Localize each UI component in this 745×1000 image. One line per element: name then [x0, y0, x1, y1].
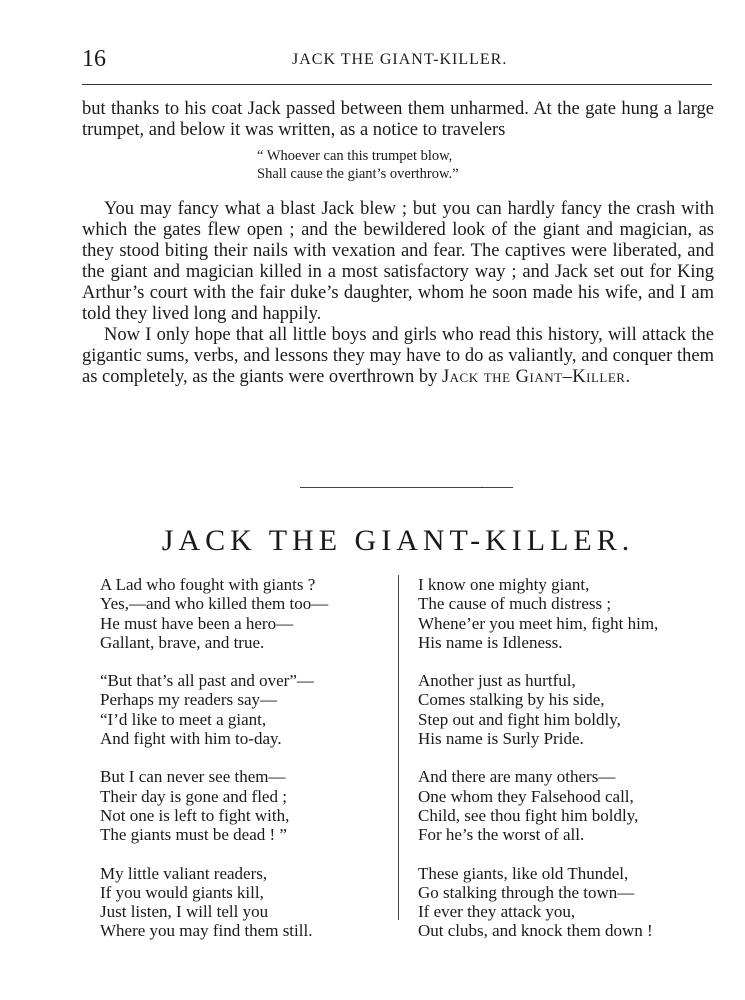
poem-line: The cause of much distress ;: [418, 594, 612, 614]
poem-line: Another just as hurtful,: [418, 671, 576, 691]
paragraph-3: [82, 325, 714, 388]
poem-line: “I’d like to meet a giant,: [100, 709, 267, 729]
poem-title: JACK THE GIANT-KILLER.: [161, 524, 635, 557]
poem-line: And fight with him to-day.: [100, 729, 282, 749]
poem-line: He must have been a hero—: [100, 613, 294, 633]
poem-stanza: [100, 671, 385, 748]
trumpet-inscription: [82, 147, 714, 183]
poem-line: Out clubs, and knock them down !: [418, 921, 653, 941]
poem-line: Perhaps my readers say—: [100, 690, 278, 710]
paragraph-1: but thanks to his coat Jack passed between them unharmed. At the gate hung a large trumpet, and below it was written, as a notice to travelers: [82, 99, 714, 140]
poem-stanza: [418, 864, 708, 941]
poem-line: I know one mighty giant,: [418, 575, 590, 594]
poem-line: For he’s the worst of all.: [418, 825, 585, 845]
running-title: JACK THE GIANT-KILLER.: [292, 51, 508, 68]
paragraph-3-text: Now I only hope that all little boys and girls who read this history, will attack the gigantic sums, verbs, and lessons they may have to do as valiantly, and conquer them as completely, as the giants were overthrown by: [82, 325, 714, 387]
poem-line: The giants must be dead ! ”: [100, 825, 287, 845]
header-rule: [82, 84, 712, 85]
poem-stanza: [100, 575, 385, 652]
poem-line: His name is Idleness.: [418, 632, 563, 652]
poem-stanza: [100, 864, 385, 941]
poem-line: Yes,—and who killed them too—: [100, 594, 329, 614]
poem-line: Go stalking through the town—: [418, 882, 635, 902]
poem-right-column: [418, 575, 708, 960]
inscription-line-2: Shall cause the giant’s overthrow.”: [257, 166, 459, 182]
ornament-dot: ·: [480, 483, 484, 494]
page-number: 16: [82, 46, 106, 72]
poem-stanza: [418, 575, 708, 652]
prose-section: [82, 99, 714, 388]
poem-line: Not one is left to fight with,: [100, 805, 290, 825]
poem-left-column: [100, 575, 385, 960]
poem-line: My little valiant readers,: [100, 863, 268, 883]
poem-line: Just listen, I will tell you: [100, 902, 269, 922]
poem-line: Comes stalking by his side,: [418, 690, 605, 710]
poem-line: Child, see thou fight him boldly,: [418, 805, 639, 825]
poem-stanza: [418, 767, 708, 844]
paragraph-2: You may fancy what a blast Jack blew ; but you can hardly fancy the crash with which the gates flew open ; and the bewildered look of the giant and magician, as they stood biting their nails with vexation and fear. The captives were liberated, and the giant and magician killed in a most satisfactory way ; and Jack set out for King Arthur’s court with the fair duke’s daughter, whom he soon made his wife, and I am told they lived long and happily.: [82, 199, 714, 324]
poem-line: Their day is gone and fled ;: [100, 786, 287, 806]
poem-line: These giants, like old Thundel,: [418, 863, 629, 883]
poem-line: One whom they Falsehood call,: [418, 786, 634, 806]
poem-line: Where you may find them still.: [100, 921, 313, 941]
poem-line: If ever they attack you,: [418, 902, 576, 922]
inscription-line-1: “ Whoever can this trumpet blow,: [257, 148, 453, 164]
poem-line: His name is Surly Pride.: [418, 729, 584, 749]
poem-stanza: [418, 671, 708, 748]
poem-line: Step out and fight him boldly,: [418, 709, 621, 729]
poem-line: If you would giants kill,: [100, 882, 264, 902]
column-divider: [398, 575, 399, 920]
paragraph-3-title-ref: Jack the Giant–Killer.: [441, 367, 631, 387]
poem-stanza: [100, 767, 385, 844]
running-header: [82, 44, 712, 74]
poem-line: But I can never see them—: [100, 767, 286, 787]
poem-line: And there are many others—: [418, 767, 616, 787]
poem-line: A Lad who fought with giants ?: [100, 575, 316, 594]
poem-line: “But that’s all past and over”—: [100, 671, 314, 691]
poem-line: Gallant, brave, and true.: [100, 632, 265, 652]
poem-line: Whene’er you meet him, fight him,: [418, 613, 659, 633]
